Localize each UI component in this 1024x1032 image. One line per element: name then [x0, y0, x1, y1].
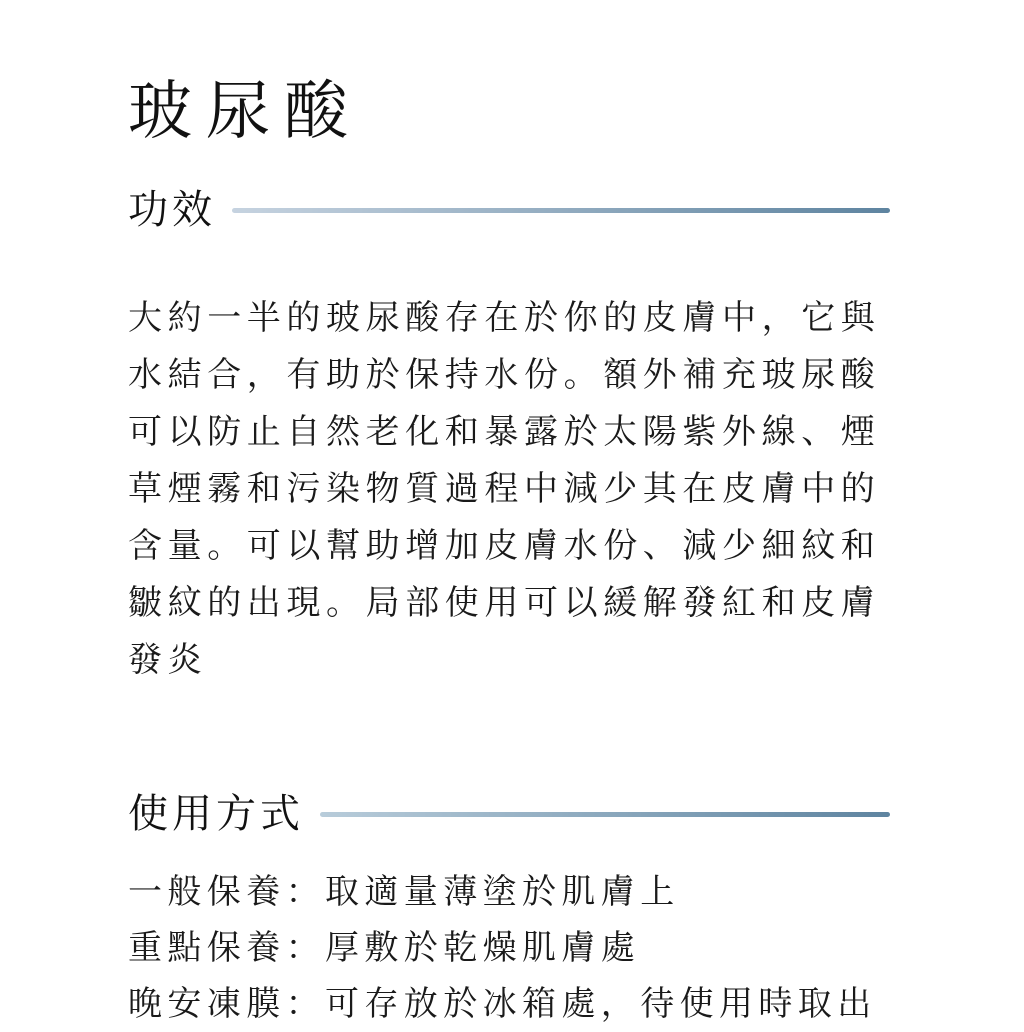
usage-divider: [320, 812, 890, 817]
product-info-page: [128, 0, 908, 1024]
effects-divider: [232, 208, 890, 213]
usage-list: [128, 864, 918, 1032]
usage-item-general: 一般保養：取適量薄塗於肌膚上: [128, 872, 680, 912]
effects-description: 大約一半的玻尿酸存在於你的皮膚中，它與水結合，有助於保持水份。額外補充玻尿酸可以防止自然老化和暴露於太陽紫外線、煙草煙霧和污染物質過程中減少其在皮膚中的含量。可以幫助增加皮膚水份、減少細紋和皺紋的出現。局部使用可以緩解發紅和皮膚發炎: [128, 298, 881, 680]
usage-item-night-mask: 晚安凍膜：可存放於冰箱處，待使用時取出: [128, 984, 877, 1024]
usage-item-intensive: 重點保養：厚敷於乾燥肌膚處: [128, 928, 641, 968]
effects-section-header: [128, 184, 890, 236]
page-title: 玻尿酸: [128, 75, 362, 149]
usage-section-header: [128, 788, 890, 840]
usage-heading: 使用方式: [128, 791, 304, 837]
effects-heading: 功效: [128, 187, 216, 233]
